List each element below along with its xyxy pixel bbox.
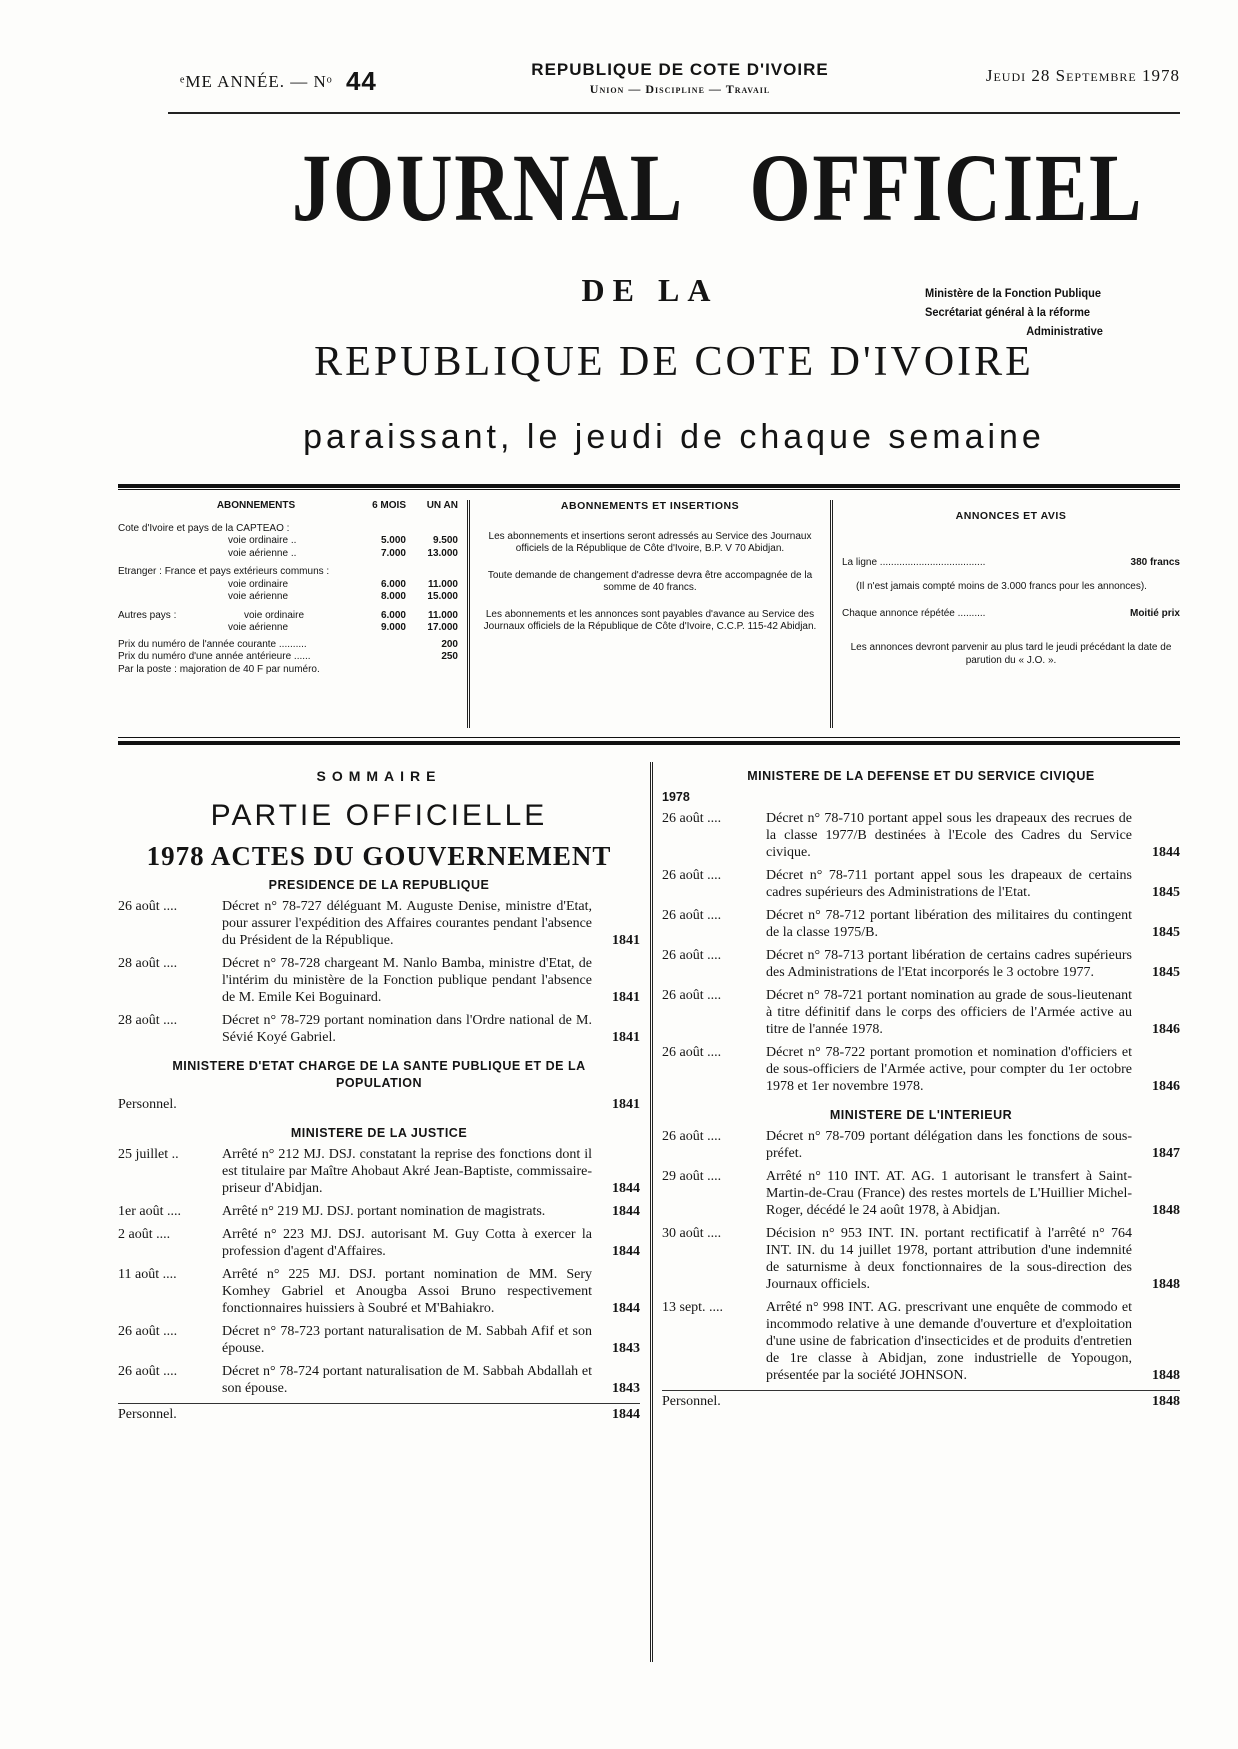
insertions-text-1: Les abonnements et insertions seront adressés au Service des Journaux officiels de la République de Côte d'Ivoire, B.P. V 70 Abidjan. bbox=[488, 530, 812, 554]
info-box-separator bbox=[830, 500, 833, 728]
masthead-dela: DE LA bbox=[581, 272, 719, 308]
section-heading: MINISTERE DE LA JUSTICE bbox=[290, 1126, 468, 1140]
stamp-line-2: Secrétariat général à la réforme bbox=[925, 305, 1091, 319]
masthead-tagline: paraissant, le jeudi de chaque semaine bbox=[303, 418, 1045, 456]
annonce-ligne: La ligne ...................................... 380 francs bbox=[842, 556, 1180, 568]
masthead-republique: REPUBLIQUE DE COTE D'IVOIRE bbox=[314, 339, 1034, 385]
motto: Union — Discipline — Travail bbox=[589, 82, 771, 96]
list-item: Personnel. 1841 bbox=[118, 1097, 640, 1112]
list-item: 28 août .... Décret n° 78-728 chargeant M. Nanlo Bamba, ministre d'Etat, de l'intérim du ministère de la Fonction publique pendant l'absence de M. Emile Kei Boguinard. 1841 bbox=[118, 956, 640, 1005]
annonces-title: ANNONCES ET AVIS bbox=[955, 510, 1067, 522]
insertions-text-2: Toute demande de changement d'adresse devra être accompagnée de la somme de 40 francs. bbox=[487, 569, 813, 593]
price-row: Par la poste : majoration de 40 F par numéro. bbox=[118, 663, 320, 675]
header-rule bbox=[168, 112, 1180, 114]
info-box-bottom-rule-thin bbox=[118, 737, 1180, 738]
masthead-word-officiel: OFFICIEL bbox=[749, 134, 1144, 241]
list-item: 26 août .... Décret n° 78-727 déléguant M. Auguste Denise, ministre d'Etat, pour assurer l'expédition des Affaires courantes pendant l'absence du Président de la République. 1841 bbox=[118, 899, 640, 948]
list-item: 2 août .... Arrêté n° 223 MJ. DSJ. autorisant M. Guy Cotta à exercer la profession d'agent d'Affaires. 1844 bbox=[118, 1227, 640, 1259]
actes-gouvernement: 1978 ACTES DU GOUVERNEMENT bbox=[146, 841, 612, 871]
column-separator bbox=[650, 762, 653, 1662]
issue-date: Jeudi 28 Septembre 1978 bbox=[985, 66, 1180, 85]
list-item: 26 août .... Décret n° 78-724 portant naturalisation de M. Sabbah Abdallah et son épouse. 1843 bbox=[118, 1364, 640, 1396]
annonce-repetee: Chaque annonce répétée .......... Moitié prix bbox=[842, 607, 1180, 619]
insertions-text-3: Les abonnements et les annonces sont payables d'avance au Service des Journaux officiels de la République de Côte d'Ivoire, C.C.P. 115-42 Abidjan. bbox=[483, 608, 817, 632]
sommaire-left-column bbox=[118, 768, 640, 1423]
rate-row: voie aérienne .. 7.000 13.000 bbox=[228, 547, 458, 559]
masthead-title bbox=[259, 134, 1144, 241]
group-cote-ivoire: Cote d'Ivoire et pays de la CAPTEAO : bbox=[118, 522, 290, 534]
col-unan: UN AN bbox=[426, 500, 458, 511]
insertions-box bbox=[480, 500, 820, 730]
list-item: 26 août .... Décret n° 78-710 portant appel sous les drapeaux des recrues de la classe 1977/B destinées à l'Ecole des Cadres du Service civique. 1844 bbox=[662, 811, 1180, 860]
list-item: 29 août .... Arrêté n° 110 INT. AT. AG. 1 autorisant le transfert à Saint-Martin-de-Crau (France) des restes mortels de L'Huillier Michel-Roger, décédé le 24 août 1978, à Abidjan. 1848 bbox=[662, 1169, 1180, 1218]
list-item: 26 août .... Décret n° 78-722 portant promotion et nomination d'officiers et de sous-officiers de l'Armée active, pour compter du 1er octobre 1978 et 1er novembre 1978. 1846 bbox=[662, 1045, 1180, 1094]
rate-row: Autres pays : voie ordinaire 6.000 11.000 bbox=[118, 609, 458, 621]
issue-label: ᵉME ANNÉE. — Nᵒ bbox=[180, 72, 333, 91]
annonce-note: (Il n'est jamais compté moins de 3.000 francs pour les annonces). bbox=[856, 581, 1147, 592]
list-item: 26 août .... Décret n° 78-723 portant naturalisation de M. Sabbah Afif et son épouse. 1843 bbox=[118, 1324, 640, 1356]
stamp-line-3: Administrative bbox=[1026, 324, 1103, 338]
list-item: 26 août .... Décret n° 78-709 portant délégation dans les fonctions de sous-préfet. 1847 bbox=[662, 1129, 1180, 1161]
insertions-title: ABONNEMENTS ET INSERTIONS bbox=[560, 500, 740, 512]
section-heading: MINISTERE D'ETAT CHARGE DE LA SANTE PUBLIQUE ET DE LA POPULATION bbox=[172, 1059, 586, 1090]
abonnements-box bbox=[118, 500, 458, 730]
stamp-line-1: Ministère de la Fonction Publique bbox=[925, 286, 1102, 300]
sommaire-right-column bbox=[662, 768, 1180, 1410]
section-heading: MINISTERE DE LA DEFENSE ET DU SERVICE CIVIQUE bbox=[747, 769, 1095, 783]
annonce-delai: Les annonces devront parvenir au plus tard le jeudi précédant la date de parution du « J.O. ». bbox=[850, 642, 1172, 666]
info-box-top-rule-thin bbox=[118, 489, 1180, 490]
issue-info bbox=[180, 66, 377, 97]
ministry-stamp bbox=[925, 284, 1183, 341]
section-heading: PRESIDENCE DE LA REPUBLIQUE bbox=[268, 878, 490, 892]
section-heading: MINISTERE DE L'INTERIEUR bbox=[829, 1108, 1013, 1122]
rate-row: voie ordinaire .. 5.000 9.500 bbox=[228, 535, 458, 546]
list-item: 26 août .... Décret n° 78-711 portant appel sous les drapeaux de certains cadres supérieurs des Administrations de l'Etat. 1845 bbox=[662, 868, 1180, 900]
list-item: 26 août .... Décret n° 78-712 portant libération des militaires du contingent de la classe 1975/B. 1845 bbox=[662, 908, 1180, 940]
list-item: 13 sept. .... Arrêté n° 998 INT. AG. prescrivant une enquête de commodo et incommodo relative à une demande d'ouverture et d'exploitation d'une usine de fabrication d'insecticides et de produits d'entretien de 1re classe à Abidjan, zone industrielle de Yopougon, présentée par la société JOHNSON. 1848 bbox=[662, 1300, 1180, 1383]
list-item: 11 août .... Arrêté n° 225 MJ. DSJ. portant nomination de MM. Sery Komhey Gabriel et Anougba Assoi Bruno respectivement fonctionnaires huissiers à Soubré et M'Bahiakro. 1844 bbox=[118, 1267, 640, 1316]
sommaire-title: SOMMAIRE bbox=[316, 768, 442, 784]
republic-heading bbox=[500, 60, 860, 97]
info-box-separator bbox=[467, 500, 470, 728]
issue-header bbox=[180, 58, 1180, 98]
section-year: 1978 bbox=[662, 790, 690, 804]
rate-row: voie aérienne 8.000 15.000 bbox=[228, 591, 458, 602]
annonces-box bbox=[842, 500, 1180, 730]
republic-name: REPUBLIQUE DE COTE D'IVOIRE bbox=[531, 60, 829, 79]
list-item: 26 août .... Décret n° 78-721 portant nomination au grade de sous-lieutenant à titre définitif dans le corps des officiers de l'Armée active au titre de l'année 1978. 1846 bbox=[662, 988, 1180, 1037]
group-etranger: Etranger : France et pays extérieurs communs : bbox=[118, 566, 330, 577]
list-item: 1er août .... Arrêté n° 219 MJ. DSJ. portant nomination de magistrats. 1844 bbox=[118, 1204, 640, 1219]
list-item: 26 août .... Décret n° 78-713 portant libération de certains cadres supérieurs des Administrations de l'Etat incorporés le 3 octobre 1977. 1845 bbox=[662, 948, 1180, 980]
abonnements-title: ABONNEMENTS bbox=[216, 500, 296, 511]
partie-officielle: PARTIE OFFICIELLE bbox=[210, 799, 548, 832]
list-item: 28 août .... Décret n° 78-729 portant nomination dans l'Ordre national de M. Sévié Koyé Gabriel. 1841 bbox=[118, 1013, 640, 1045]
list-item: 25 juillet .. Arrêté n° 212 MJ. DSJ. constatant la reprise des fonctions dont il est titulaire par Maître Ahobaut Akré Jean-Baptiste, commissaire-priseur d'Abidjan. 1844 bbox=[118, 1147, 640, 1196]
info-box-bottom-rule bbox=[118, 741, 1180, 745]
masthead-word-journal: JOURNAL bbox=[291, 134, 684, 241]
list-item: Personnel. 1848 bbox=[662, 1390, 1180, 1410]
issue-number: 44 bbox=[345, 66, 377, 96]
rate-row: voie aérienne 9.000 17.000 bbox=[228, 622, 458, 633]
info-box-top-rule bbox=[118, 484, 1180, 488]
col-6mois: 6 MOIS bbox=[372, 500, 406, 511]
rate-row: voie ordinaire 6.000 11.000 bbox=[228, 578, 458, 590]
price-row: Prix du numéro d'une année antérieure ...... 250 bbox=[118, 651, 458, 662]
list-item: Personnel. 1844 bbox=[118, 1403, 640, 1423]
list-item: 30 août .... Décision n° 953 INT. IN. portant rectificatif à l'arrêté n° 764 INT. IN. du 14 juillet 1978, portant attribution d'une indemnité de saturnisme à deux fonctionnaires de la sous-direction des Journaux officiels. 1848 bbox=[662, 1226, 1180, 1292]
price-row: Prix du numéro de l'année courante .......... 200 bbox=[118, 638, 458, 650]
